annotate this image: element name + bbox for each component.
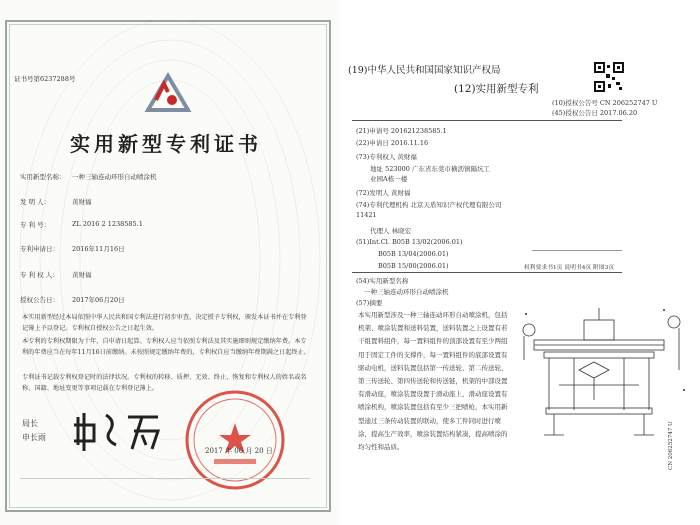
section-rule: [352, 272, 622, 273]
patentee-value: 黄财福: [72, 271, 92, 279]
inventor-value: 黄财福: [72, 198, 92, 206]
bottom-divider: [20, 478, 310, 479]
application-date-value: 2016年11月16日: [72, 245, 125, 253]
field-inventor: (72)发明人 黄财福: [356, 189, 411, 197]
certificate-paragraph-2: 本专利的专利权期限为十年，自申请日起算。专利权人应当依照专利法及其实施细则规定缴纳年费。本专利的年费应当在每年11月16日前缴纳。未按照规定缴纳年费的，专利权自应当缴纳年费期满之日起终止。: [22, 338, 310, 356]
field-address: 地址 523000 广东省东莞市横沥镇隔坑工业园A栋一楼: [370, 165, 490, 183]
side-publication-code: CN 206252747 U: [668, 421, 674, 470]
certificate-paragraph-3: 专利证书记载专利权登记时的法律状况。专利权的转移、质押、无效、终止、恢复和专利权人的姓名或名称、国籍、地址变更等事项记载在专利登记簿上。: [22, 374, 307, 392]
handwritten-signature: [72, 405, 162, 455]
patent-type-header: (12)实用新型专利: [454, 83, 539, 95]
page-summary: 权利要求书1页 说明书4页 附图3页: [524, 265, 615, 271]
field-ipc-extra-1: B05B 13/04(2006.01): [378, 250, 449, 258]
patent-document-page: [342, 0, 700, 525]
field-application-number: (21)申请号 201621238585.1: [356, 127, 447, 135]
field-ipc: (51)Int.Cl. B05B 13/02(2006.01): [356, 238, 463, 246]
abstract-heading: (57)摘要: [356, 299, 383, 307]
certificate-paragraph-1: 本实用新型经过本局依照中华人民共和国专利法进行初步审查，决定授予专利权，颁发本证书并在专利登记簿上予以登记。专利权自授权公告之日起生效。: [22, 314, 307, 332]
abstract-text: 本实用新型涉及一种三轴连动环形自动喷涂机，包括机架、喷涂装置和送料装置，送料装置之上设置有若干组置料组件，每一置料组件的顶部设置有至少两组用于固定工件的支撑件，每一置料组件的底部设置有驱动电机，送料装置包括第一传送轮、第二传送轮、第三传送轮、第四传送轮和传送链，机架的中部设置有滑动座，喷涂装置设置于滑动座上，滑动座设置有喷涂机构，喷涂装置包括有至少三把喷枪，本实用新型通过三条传动装置的联动，使多工件同时进行喷涂，提高生产效率，喷涂装置结构紧凑，提高喷涂的均匀性和品质。: [358, 311, 508, 452]
grant-publication-number: (10)授权公告号 CN 206252747 U: [552, 99, 658, 107]
signature-name: 申长雨: [22, 433, 46, 442]
certificate-title: 实用新型专利证书: [70, 132, 262, 156]
patentee-label: 专 利 权 人：: [20, 271, 59, 279]
machine-technical-drawing: [514, 300, 694, 450]
grant-publication-date: (45)授权公告日 2017.06.20: [552, 109, 638, 117]
application-date-label: 专利申请日：: [20, 245, 59, 253]
patent-office-header: (19)中华人民共和国国家知识产权局: [348, 65, 501, 76]
field-agent: 代理人 林晓宏: [370, 227, 412, 235]
utility-name-value: 一种三轴连动环形自动喷涂机: [72, 173, 157, 181]
field-ipc-extra-2: B05B 15/00(2006.01): [378, 262, 449, 270]
grant-date-value: 2017年06月20日: [72, 296, 125, 304]
inventor-label: 发 明 人：: [20, 198, 51, 206]
patent-number-label: 专 利 号：: [20, 221, 51, 229]
certificate-number: 证书号第6237288号: [14, 75, 76, 83]
header-rule: [352, 120, 622, 121]
cnipa-logo-icon: [138, 70, 198, 118]
utility-name-heading: (54)实用新型名称: [356, 277, 409, 285]
utility-name-label: 实用新型名称：: [20, 173, 66, 181]
grant-date-label: 授权公告日：: [20, 296, 59, 304]
signature-role: 局长: [22, 419, 38, 428]
field-agency: (74)专利代理机构 北京天盾知识产权代理有限公司 11421: [356, 201, 502, 219]
seal-date: 2017 年 06 月 20 日: [205, 447, 273, 455]
patent-number-value: ZL 2016 2 1238585.1: [72, 220, 143, 228]
patent-certificate: [0, 0, 340, 525]
summary-rule: [532, 250, 622, 251]
qr-code-icon: [594, 62, 624, 92]
field-patentee: (73)专利权人 黄财福: [356, 153, 417, 161]
field-application-date: (22)申请日 2016.11.16: [356, 139, 429, 147]
utility-name-text: 一种三轴连动环形自动喷涂机: [364, 288, 449, 296]
